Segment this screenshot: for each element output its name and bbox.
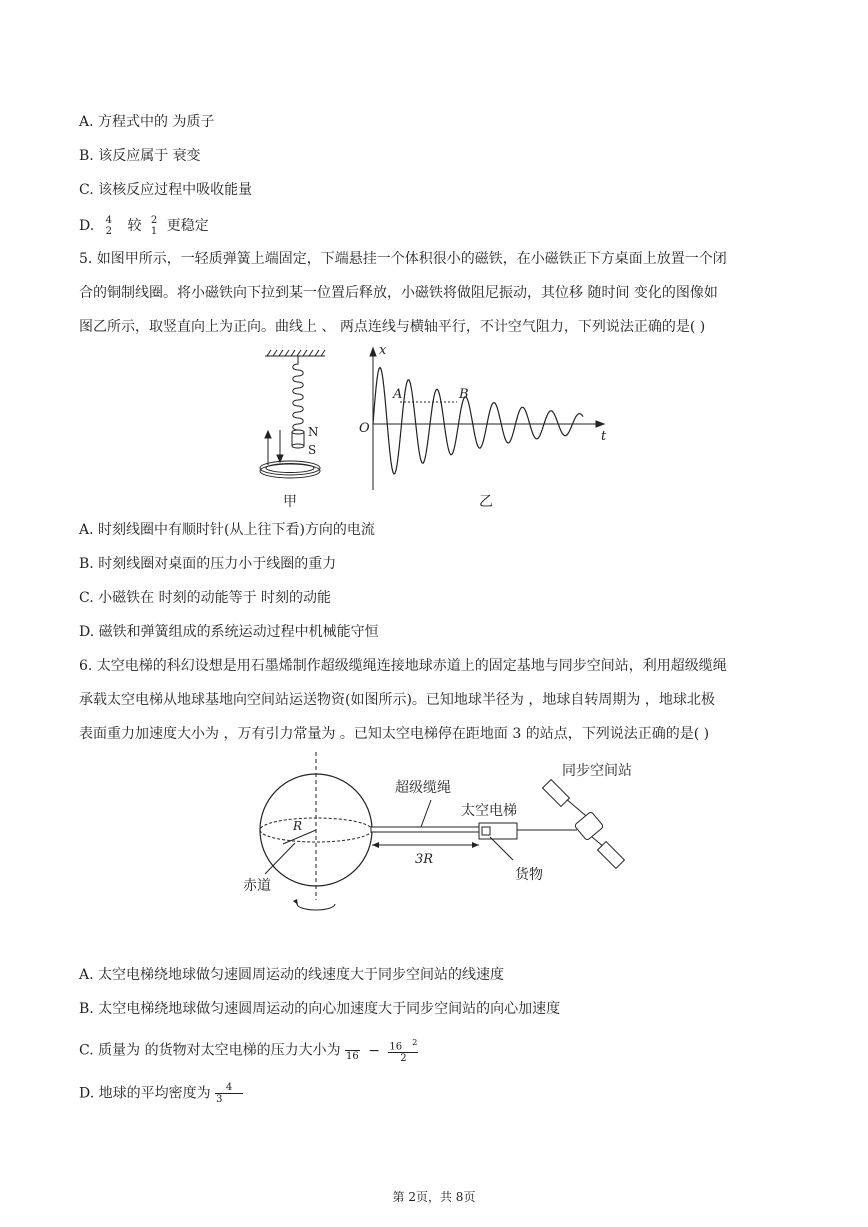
page-footer: 第 2页，共 8页 bbox=[392, 1190, 476, 1204]
q5-option-a: A. 时刻线圈中有顺时针(从上往下看)方向的电流 bbox=[79, 522, 375, 538]
q6-option-c-prefix: C. 质量为 的货物对太空电梯的压力大小为 bbox=[79, 1042, 341, 1059]
nuclide-2-charge: 1 bbox=[150, 226, 158, 237]
distance-3r-label: 3R bbox=[415, 852, 434, 867]
fraction-2-numerator: 16 bbox=[389, 1041, 403, 1053]
q4-option-b: B. 该反应属于 衰变 bbox=[79, 148, 201, 164]
space-station bbox=[543, 780, 625, 869]
q6-option-a: A. 太空电梯绕地球做匀速圆周运动的线速度大于同步空间站的线速度 bbox=[79, 967, 505, 983]
q6-figure bbox=[235, 752, 635, 922]
q6-option-d-prefix: D. 地球的平均密度为 bbox=[79, 1085, 211, 1102]
q6-option-c-fraction-2 bbox=[388, 1037, 418, 1064]
fraction-2-denominator: 2 bbox=[388, 1052, 418, 1064]
graph-axes bbox=[370, 348, 604, 490]
q5-option-c: C. 小磁铁在 时刻的动能等于 时刻的动能 bbox=[79, 590, 332, 606]
q4-option-d-suffix: 更稳定 bbox=[166, 218, 209, 234]
figure-jia-label: 甲 bbox=[283, 494, 297, 510]
equator-pointer bbox=[265, 843, 295, 874]
super-cable bbox=[371, 827, 479, 832]
q6-stem-line2: 承载太空电梯从地球基地向空间站运送物资(如图所示)。已知地球半径为 ，地球自转周期为 ，地球北极 bbox=[79, 692, 715, 708]
magnet bbox=[292, 430, 304, 448]
q4-option-d-prefix: D. bbox=[79, 218, 95, 234]
magnet-north-label: N bbox=[308, 425, 319, 439]
q6-option-c bbox=[79, 1037, 418, 1064]
origin-label: O bbox=[359, 421, 370, 436]
motion-arrows bbox=[265, 430, 283, 465]
cargo-pointer bbox=[490, 837, 513, 860]
q6-option-c-minus: − bbox=[368, 1042, 380, 1059]
distance-arrow-left bbox=[372, 842, 379, 848]
q4-option-d bbox=[79, 215, 209, 237]
elevator-label: 太空电梯 bbox=[461, 803, 517, 819]
q5-stem-line3: 图乙所示，取竖直向上为正向。曲线上 、 两点连线与横轴平行，不计空气阻力，下列说法正确的是( ) bbox=[79, 319, 706, 335]
nuclide-1 bbox=[105, 215, 113, 237]
equator-label: 赤道 bbox=[243, 878, 271, 894]
axis-x-label: x bbox=[379, 343, 387, 358]
distance-arrow-right bbox=[472, 842, 479, 848]
q6-option-c-fraction-1 bbox=[345, 1039, 360, 1062]
station-label: 同步空间站 bbox=[562, 763, 632, 779]
q5-option-b: B. 时刻线圈对桌面的压力小于线圈的重力 bbox=[79, 556, 337, 572]
nuclide-2-mass: 2 bbox=[150, 215, 158, 226]
density-denominator: 3 bbox=[215, 1093, 243, 1105]
point-b-label: B bbox=[459, 387, 469, 402]
axis-t-label: t bbox=[601, 429, 607, 444]
figure-yi-label: 乙 bbox=[479, 494, 493, 510]
rotation-arrowhead bbox=[293, 899, 298, 905]
cargo-label: 货物 bbox=[515, 867, 543, 883]
q5-figure bbox=[250, 340, 620, 515]
q5-option-d: D. 磁铁和弹簧组成的系统运动过程中机械能守恒 bbox=[79, 624, 379, 640]
fraction-2-exponent: 2 bbox=[412, 1037, 418, 1047]
q4-option-a: A. 方程式中的 为质子 bbox=[79, 114, 215, 130]
point-a-label: A bbox=[393, 387, 403, 402]
cable-pointer bbox=[421, 800, 431, 827]
density-numerator: 4 bbox=[225, 1082, 233, 1093]
magnet-south-label: S bbox=[308, 443, 317, 457]
nuclide-1-charge: 2 bbox=[105, 226, 113, 237]
ceiling-hatch bbox=[265, 350, 325, 356]
fraction-1-denominator: 16 bbox=[346, 1051, 359, 1063]
cargo-box bbox=[482, 827, 490, 835]
q4-option-d-mid: 较 bbox=[127, 218, 142, 234]
q4-option-c: C. 该核反应过程中吸收能量 bbox=[79, 182, 253, 198]
spring bbox=[293, 356, 304, 436]
q6-option-d-fraction bbox=[215, 1082, 243, 1105]
radius-label: R bbox=[293, 819, 303, 833]
damped-oscillation-curve bbox=[373, 368, 583, 475]
q5-stem-line2: 合的铜制线圈。将小磁铁向下拉到某一位置后释放，小磁铁将做阻尼振动，其位移 随时间 变化的图像如 bbox=[79, 285, 718, 301]
rotation-arrow bbox=[297, 904, 335, 910]
q6-option-b: B. 太空电梯绕地球做匀速圆周运动的向心加速度大于同步空间站的向心加速度 bbox=[79, 1001, 561, 1017]
q6-option-d bbox=[79, 1082, 243, 1105]
copper-coil bbox=[260, 461, 320, 478]
q5-stem-line1: 5. 如图甲所示，一轻质弹簧上端固定，下端悬挂一个体积很小的磁铁，在小磁铁正下方桌面上放置一个闭 bbox=[79, 251, 727, 267]
nuclide-2 bbox=[150, 215, 158, 237]
cable-label: 超级缆绳 bbox=[395, 780, 451, 796]
q6-stem-line1: 6. 太空电梯的科幻设想是用石墨烯制作超级缆绳连接地球赤道上的固定基地与同步空间站，利用超级缆绳 bbox=[79, 658, 727, 674]
nuclide-1-mass: 4 bbox=[105, 215, 113, 226]
q6-stem-line3: 表面重力加速度大小为 ，万有引力常量为 。已知太空电梯停在距地面 3 的站点，下列说法正确的是( ) bbox=[79, 726, 710, 742]
